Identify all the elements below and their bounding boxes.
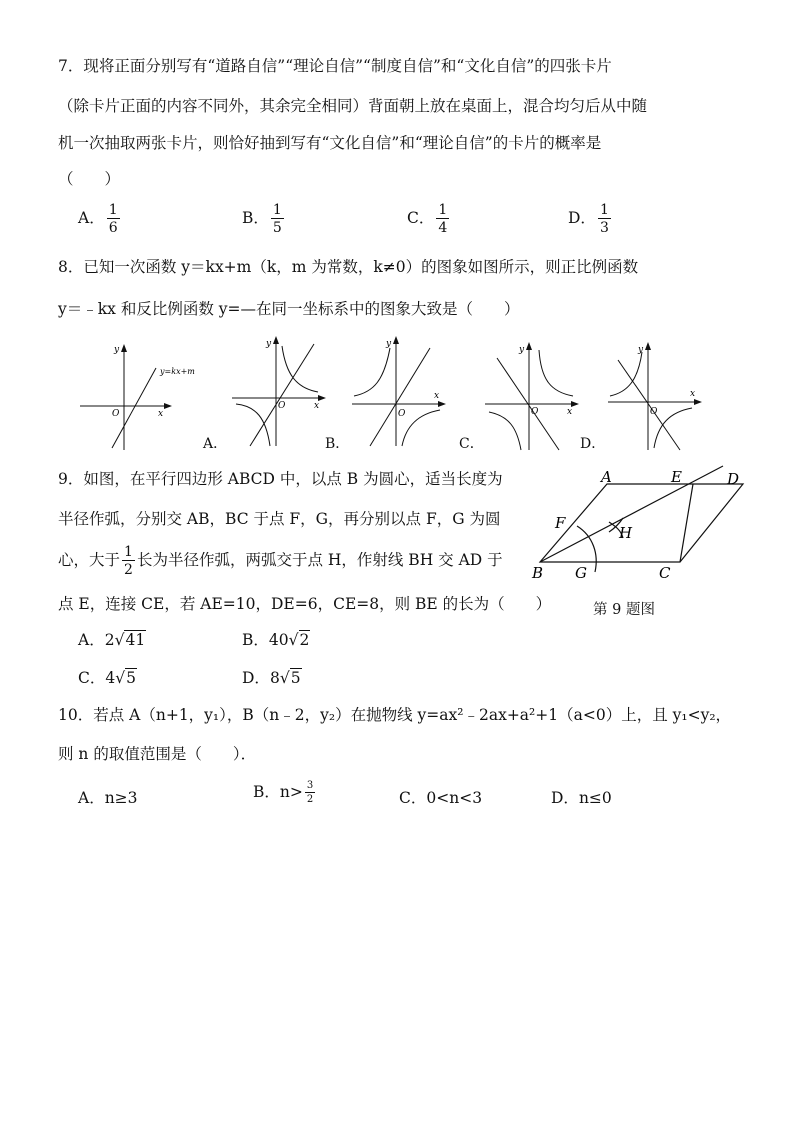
q9-line3 bbox=[58, 545, 503, 577]
coefficient: 8 bbox=[269, 669, 280, 687]
x-label: x bbox=[434, 391, 440, 401]
option-label: D． bbox=[568, 209, 596, 227]
q9-option-b bbox=[242, 628, 310, 650]
numerator: 3 bbox=[306, 780, 314, 791]
x-label: x bbox=[690, 389, 696, 399]
hyperbola-branch bbox=[489, 412, 521, 450]
radicand: 5 bbox=[290, 669, 301, 687]
option-label: D． bbox=[551, 789, 579, 807]
option-text: n≤0 bbox=[578, 789, 612, 807]
option-label: C． bbox=[407, 209, 435, 227]
q8-graph-a bbox=[230, 334, 330, 452]
ray-bh bbox=[540, 466, 723, 562]
denominator: 6 bbox=[108, 220, 118, 236]
origin-label: O bbox=[398, 409, 406, 419]
proportional-line bbox=[370, 348, 430, 446]
point-h-label: H bbox=[619, 524, 633, 542]
x-label: x bbox=[158, 409, 164, 419]
denominator: 2 bbox=[124, 562, 133, 578]
x-arrow bbox=[164, 403, 172, 409]
numerator: 1 bbox=[272, 202, 282, 218]
q8-graph-c bbox=[483, 340, 583, 452]
hyperbola-branch bbox=[282, 346, 318, 392]
x-arrow bbox=[318, 395, 326, 401]
y-arrow bbox=[645, 342, 651, 350]
x-arrow bbox=[571, 401, 579, 407]
denominator: 2 bbox=[306, 794, 314, 805]
coefficient: 40 bbox=[268, 631, 289, 649]
hyperbola-branch bbox=[402, 410, 440, 446]
fraction bbox=[271, 203, 284, 235]
proportional-line bbox=[618, 360, 680, 450]
q7-option-b bbox=[242, 203, 286, 235]
q10-option-a bbox=[78, 786, 138, 808]
y-arrow bbox=[526, 342, 532, 350]
option-label: B． bbox=[242, 209, 269, 227]
y-arrow bbox=[121, 344, 127, 352]
q9-caption: 第 9 题图 bbox=[593, 602, 655, 618]
q7-option-c bbox=[407, 203, 451, 235]
q9-line2: 半径作弧，分别交 AB，BC 于点 F，G，再分别以点 F，G 为圆 bbox=[58, 510, 501, 528]
hyperbola-branch bbox=[354, 348, 390, 396]
hyperbola-branch bbox=[236, 404, 270, 446]
hyperbola-branch bbox=[610, 352, 642, 396]
hyperbola-branch bbox=[539, 350, 573, 396]
fraction bbox=[305, 781, 315, 805]
q8-option-a: A． bbox=[203, 436, 228, 452]
q10-line2: 则 n 的取值范围是（ ）． bbox=[58, 745, 257, 763]
y-label: y bbox=[519, 345, 525, 355]
origin-label: O bbox=[531, 407, 539, 417]
half-fraction bbox=[122, 545, 135, 577]
q8-option-d: D． bbox=[580, 436, 606, 452]
q8-line2: y＝﹣kx 和反比例函数 y=—在同一坐标系中的图象大致是（ ） bbox=[58, 300, 520, 318]
q7-option-a bbox=[78, 203, 122, 235]
q8-option-c: C． bbox=[459, 436, 484, 452]
point-g-label: G bbox=[575, 564, 587, 582]
sqrt-symbol: √5 bbox=[115, 669, 137, 687]
q7-paren: （ ） bbox=[58, 170, 121, 188]
option-text: n> bbox=[279, 783, 303, 801]
y-label: y bbox=[386, 339, 392, 349]
x-label: x bbox=[567, 407, 573, 417]
q7-line3: 机一次抽取两张卡片，则恰好抽到写有“文化自信”和“理论自信”的卡片的概率是 bbox=[58, 134, 602, 152]
sqrt-symbol: √2 bbox=[288, 631, 310, 649]
radicand: 5 bbox=[126, 669, 137, 687]
point-c-label: C bbox=[659, 564, 671, 582]
q10-line1: 10．若点 A（n+1，y₁），B（n﹣2，y₂）在抛物线 y=ax²﹣2ax+a²+1（a<0）上，且 y₁<y₂， bbox=[58, 706, 732, 724]
option-label: A． bbox=[78, 209, 105, 227]
text-segment: 心，大于 bbox=[58, 551, 121, 569]
q9-line4: 点 E，连接 CE，若 AE=10，DE=6，CE=8，则 BE 的长为（ ） bbox=[58, 595, 552, 613]
q9-option-c bbox=[78, 666, 137, 688]
option-label: C． bbox=[399, 789, 427, 807]
option-label: A． bbox=[78, 631, 105, 649]
coefficient: 4 bbox=[105, 669, 116, 687]
numerator: 1 bbox=[108, 202, 118, 218]
q7-line1: 7．现将正面分别写有“道路自信”“理论自信”“制度自信”和“文化自信”的四张卡片 bbox=[58, 57, 612, 75]
y-arrow bbox=[393, 336, 399, 344]
option-label: D． bbox=[242, 669, 270, 687]
point-f-label: F bbox=[555, 514, 566, 532]
numerator: 1 bbox=[438, 202, 448, 218]
point-b-label: B bbox=[532, 564, 544, 582]
text-segment: 长为半径作弧，两弧交于点 H，作射线 BH 交 AD 于 bbox=[136, 551, 503, 569]
q9-line1: 9．如图，在平行四边形 ABCD 中，以点 B 为圆心，适当长度为 bbox=[58, 470, 503, 488]
q10-option-c bbox=[399, 786, 482, 808]
origin-label: O bbox=[278, 401, 286, 411]
q8-given-graph bbox=[76, 340, 206, 452]
hyperbola-branch bbox=[654, 408, 692, 448]
q9-option-a bbox=[78, 628, 146, 650]
fraction bbox=[436, 203, 449, 235]
q8-graph-d bbox=[606, 340, 706, 452]
denominator: 5 bbox=[272, 220, 282, 236]
denominator: 3 bbox=[599, 220, 609, 236]
y-label: y bbox=[266, 339, 272, 349]
option-label: B． bbox=[253, 783, 280, 801]
origin-label: O bbox=[112, 409, 120, 419]
radicand: 2 bbox=[299, 631, 310, 649]
q7-line2: （除卡片正面的内容不同外，其余完全相同）背面朝上放在桌面上，混合均匀后从中随 bbox=[58, 97, 648, 115]
q8-line1: 8．已知一次函数 y＝kx+m（k，m 为常数，k≠0）的图象如图所示，则正比例函数 bbox=[58, 258, 639, 276]
line-kx-m bbox=[112, 368, 156, 448]
function-label: y=kx+m bbox=[160, 367, 195, 376]
point-a-label: A bbox=[601, 468, 612, 486]
x-label: x bbox=[314, 401, 320, 411]
origin-label: O bbox=[650, 407, 658, 417]
radicand: 41 bbox=[125, 631, 146, 649]
sqrt-symbol: √41 bbox=[114, 631, 146, 649]
option-text: 0<n<3 bbox=[426, 789, 483, 807]
y-label: y bbox=[114, 345, 120, 355]
coefficient: 2 bbox=[104, 631, 115, 649]
fraction bbox=[107, 203, 120, 235]
option-label: A． bbox=[78, 789, 105, 807]
sqrt-symbol: √5 bbox=[279, 669, 301, 687]
q8-option-b: B． bbox=[325, 436, 350, 452]
parallelogram-abcd bbox=[540, 484, 743, 562]
segment-ce bbox=[680, 484, 693, 562]
q9-option-d bbox=[242, 666, 302, 688]
option-label: C． bbox=[78, 669, 106, 687]
option-label: B． bbox=[242, 631, 269, 649]
q10-option-b bbox=[253, 780, 317, 805]
numerator: 1 bbox=[124, 544, 133, 560]
x-arrow bbox=[694, 399, 702, 405]
fraction bbox=[598, 203, 611, 235]
proportional-line bbox=[250, 344, 314, 446]
y-arrow bbox=[273, 336, 279, 344]
point-e-label: E bbox=[671, 468, 682, 486]
y-label: y bbox=[638, 345, 644, 355]
q9-figure bbox=[525, 462, 775, 592]
q8-graph-b bbox=[350, 334, 450, 452]
point-d-label: D bbox=[727, 470, 740, 488]
q7-option-d bbox=[568, 203, 613, 235]
option-text: n≥3 bbox=[104, 789, 138, 807]
denominator: 4 bbox=[438, 220, 448, 236]
x-arrow bbox=[438, 401, 446, 407]
numerator: 1 bbox=[599, 202, 609, 218]
q10-option-d bbox=[551, 786, 612, 808]
